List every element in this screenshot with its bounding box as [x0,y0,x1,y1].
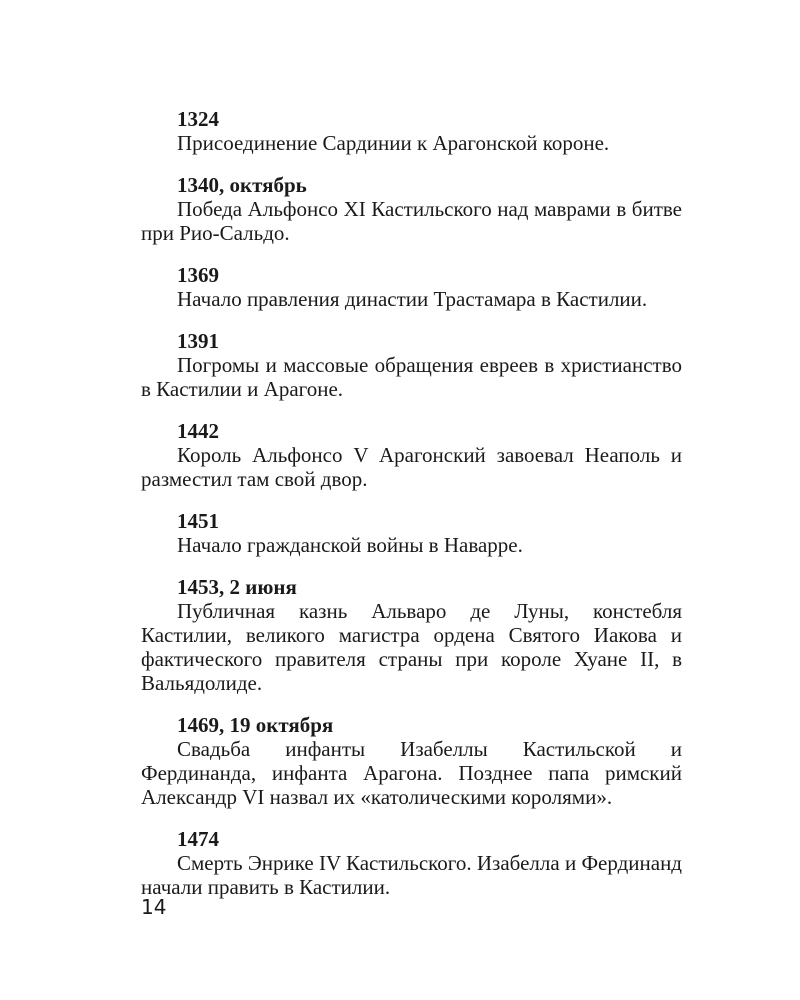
chronology-entry-1451 [141,509,682,557]
entry-year: 1324 [177,107,219,131]
chronology-entry-1369 [141,263,682,311]
chronology-entry-1442 [141,419,682,491]
chronology-entry-1469 [141,713,682,809]
entry-year: 1369 [177,263,219,287]
entry-text: Свадьба инфанты Изабеллы Кастильской и Фердинанда, инфанта Арагона. Позднее папа римский Александр VI назвал их «католическими королями». [141,737,682,809]
entry-text: Победа Альфонсо XI Кастильского над маврами в битве при Рио-Сальдо. [141,197,682,245]
chronology [141,107,682,917]
entry-text: Погромы и массовые обращения евреев в христианство в Кастилии и Арагоне. [141,353,682,401]
page-number: 14 [141,895,167,919]
entry-text: Присоединение Сардинии к Арагонской короне. [177,131,610,155]
chronology-entry-1340 [141,173,682,245]
entry-text: Публичная казнь Альваро де Луны, констебля Кастилии, великого магистра ордена Святого Иакова и фактического правителя страны при короле Хуане II, в Вальядолиде. [141,599,682,695]
entry-text: Начало правления династии Трастамара в Кастилии. [177,287,648,311]
chronology-entry-1324 [141,107,682,155]
entry-year: 1391 [177,329,219,353]
entry-year: 1340, октябрь [177,173,307,197]
chronology-entry-1474 [141,827,682,899]
chronology-entry-1453 [141,575,682,695]
entry-text: Смерть Энрике IV Кастильского. Изабелла и Фердинанд начали править в Кастилии. [141,851,682,899]
entry-text: Король Альфонсо V Арагонский завоевал Неаполь и разместил там свой двор. [141,443,682,491]
entry-text: Начало гражданской войны в Наварре. [177,533,523,557]
entry-year: 1469, 19 октября [177,713,334,737]
entry-year: 1474 [177,827,219,851]
entry-year: 1451 [177,509,219,533]
chronology-entry-1391 [141,329,682,401]
entry-year: 1453, 2 июня [177,575,297,599]
entry-year: 1442 [177,419,219,443]
